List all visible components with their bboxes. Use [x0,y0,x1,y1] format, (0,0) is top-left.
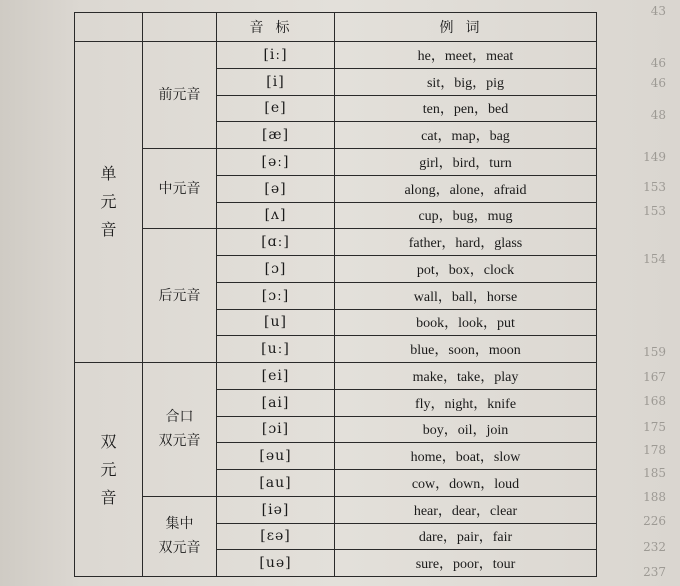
phonetic-symbol: [ʌ] [217,202,335,229]
phonetic-symbol-table [74,12,597,577]
example-words: hear，dear，clear [335,496,597,523]
example-words: make，take，play [335,363,597,390]
vowel-category-char: 双 [100,431,117,451]
phonetic-symbol: [ai] [217,389,335,416]
bleed-through-page-number: 232 [643,540,666,554]
phonetic-symbol: [u] [217,309,335,336]
example-words: ten，pen，bed [335,95,597,122]
vowel-subcategory-cell [143,149,217,229]
phonetic-symbol: [ɔi] [217,416,335,443]
header-blank-cell [143,13,217,42]
bleed-through-page-number: 178 [643,443,666,457]
phonetic-symbol: [i] [217,68,335,95]
phonetic-symbol: [æ] [217,122,335,149]
vowel-category-char: 元 [100,459,117,479]
bleed-through-page-number: 237 [643,565,666,579]
example-words: wall，ball，horse [335,282,597,309]
example-words: book，look，put [335,309,597,336]
header-example: 例词 [335,13,597,42]
example-words: pot，box，clock [335,256,597,283]
vowel-subcategory-cell [143,42,217,149]
phonetic-symbol: [ɔ] [217,256,335,283]
example-words: sit，big，pig [335,68,597,95]
phonetic-symbol: [əu] [217,443,335,470]
example-words: cat，map，bag [335,122,597,149]
vowel-subcategory-label: 双元音 [158,433,201,450]
bleed-through-page-number: 188 [643,490,666,504]
vowel-subcategory-cell [143,496,217,576]
bleed-through-page-number: 48 [650,108,666,122]
example-words: sure，poor，tour [335,550,597,577]
bleed-through-page-number: 226 [643,514,666,528]
vowel-category-char: 单 [100,164,117,183]
example-words: dare，pair，fair [335,523,597,550]
phonetic-symbol: [ə] [217,175,335,202]
vowel-subcategory-label: 前元音 [158,87,201,103]
bleed-through-page-number: 185 [643,466,666,480]
vowel-subcategory-label: 合口 [165,409,194,426]
bleed-through-page-number: 46 [650,76,666,90]
phonetic-symbol: [ei] [217,363,335,390]
phonetic-symbol: [e] [217,95,335,122]
vowel-subcategory-label: 后元音 [158,287,201,304]
vowel-category-char: 音 [100,220,117,239]
bleed-through-page-number: 43 [650,4,666,18]
bleed-through-page-number: 175 [643,420,666,434]
phonetic-symbol: [ɛə] [217,523,335,550]
example-words: cup，bug，mug [335,202,597,229]
example-words: blue，soon，moon [335,336,597,363]
bleed-through-page-number: 46 [650,56,666,70]
example-words: girl，bird，turn [335,149,597,176]
vowel-category-cell [75,363,143,577]
vowel-category-char: 音 [100,487,117,507]
vowel-subcategory-label: 中元音 [158,180,201,197]
table-row [75,363,597,390]
example-words: boy，oil，join [335,416,597,443]
bleed-through-page-number: 153 [643,204,666,218]
example-words: he，meet，meat [335,42,597,69]
example-words: father，hard，glass [335,229,597,256]
bleed-through-page-number: 167 [643,370,666,384]
example-words: fly，night，knife [335,389,597,416]
table-row [75,496,597,523]
bleed-through-page-number: 168 [643,394,666,408]
vowel-category-char: 元 [100,192,117,211]
vowel-subcategory-label: 双元音 [158,540,201,557]
phonetic-symbol: [uə] [217,550,335,577]
table-row [75,229,597,256]
phonetic-symbol: [əː] [217,149,335,176]
vowel-category-cell [75,42,143,363]
phonetic-symbol: [uː] [217,336,335,363]
header-symbol: 音标 [217,13,335,42]
vowel-subcategory-cell [143,229,217,363]
phonetic-symbol: [au] [217,470,335,497]
table-row [75,42,597,69]
table-header-row [75,13,597,42]
bleed-through-page-number: 159 [643,345,666,359]
example-words: cow，down，loud [335,470,597,497]
example-words: along，alone，afraid [335,175,597,202]
phonetic-symbol: [iə] [217,496,335,523]
vowel-subcategory-label: 集中 [165,516,194,533]
table-row [75,149,597,176]
example-words: home，boat，slow [335,443,597,470]
header-blank-cell [75,13,143,42]
phonetic-symbol: [iː] [217,42,335,69]
bleed-through-page-number: 149 [643,150,666,164]
phonetic-symbol: [ɔː] [217,282,335,309]
bleed-through-page-number: 153 [643,180,666,194]
phonetic-symbol: [ɑː] [217,229,335,256]
vowel-subcategory-cell [143,363,217,497]
bleed-through-page-number: 154 [643,252,666,266]
